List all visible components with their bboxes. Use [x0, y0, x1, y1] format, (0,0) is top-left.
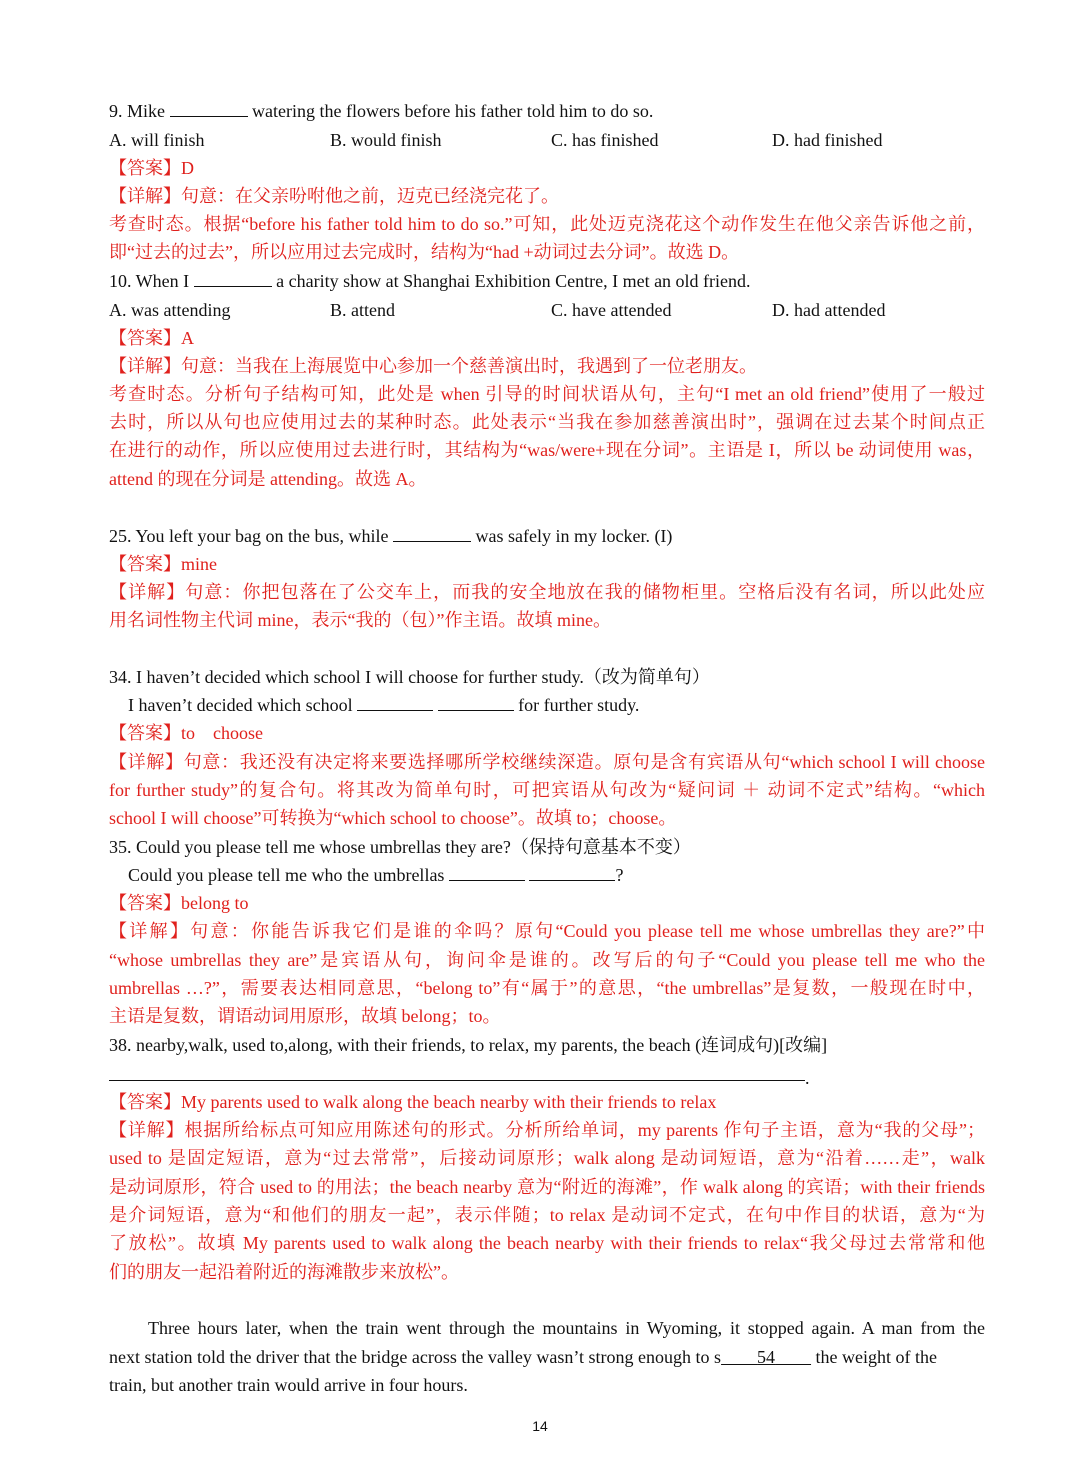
q38-detail-1: 【详解】根据所给标点可知应用陈述句的形式。分析所给单词，my parents 作句子主语，意为“我的父母”；	[109, 1120, 985, 1140]
q9-detail-2: 考查时态。根据“before his father told him to do so.”可知，此处迈克浇花这个动作发生在他父亲告诉他之前，	[109, 214, 985, 234]
q9-blank	[170, 100, 248, 117]
passage-line-3: train, but another train would arrive in four hours.	[109, 1375, 468, 1395]
q38-detail-2: used to 是固定短语，意为“过去常常”，后接动词原形；walk along 是动词短语，意为“沿着……走”，walk	[109, 1148, 985, 1168]
q9-answer: 【答案】D	[109, 158, 194, 178]
passage-line-1: Three hours later, when the train went through the mountains in Wyoming, it stopped again. A man from the	[148, 1318, 985, 1338]
q34-answer: 【答案】to choose	[109, 723, 263, 743]
q25-stem	[109, 524, 672, 548]
q10-stem	[109, 269, 751, 293]
q9-option-c: C. has finished	[551, 130, 659, 150]
q38-detail-6: 们的朋友一起沿着附近的海滩散步来放松”。	[109, 1262, 459, 1282]
q38-detail-3: 是动词原形，符合 used to 的用法；the beach nearby 意为“附近的海滩”，作 walk along 的宾语；with their friends	[109, 1177, 985, 1197]
q38-line-period: .	[805, 1068, 810, 1088]
q35-blank-2	[529, 864, 615, 881]
q38-stem: 38. nearby,walk, used to,along, with their friends, to relax, my parents, the beach (连词成句)[改编]	[109, 1035, 828, 1055]
q35-detail-3: umbrellas …?”，需要表达相同意思，“belong to”有“属于”的意思，“the umbrellas”是复数，一般现在时中，	[109, 978, 985, 998]
q25-detail-1: 【详解】句意：你把包落在了公交车上，而我的安全地放在我的储物柜里。空格后没有名词，所以此处应	[109, 582, 985, 602]
q34-detail-3: school I will choose”可转换为“which school to choose”。故填 to；choose。	[109, 808, 677, 828]
q25-stem-end: was safely in my locker. (I)	[475, 526, 673, 546]
q10-stem-end: a charity show at Shanghai Exhibition Centre, I met an old friend.	[276, 271, 751, 291]
passage-line-2-start: next station told the driver that the bridge across the valley wasn’t strong enough to s	[109, 1347, 722, 1367]
q25-blank	[393, 525, 471, 542]
q9-detail-3: 即“过去的过去”，所以应用过去完成时，结构为“had +动词过去分词”。故选 D。	[109, 242, 740, 262]
q10-detail-5: attend 的现在分词是 attending。故选 A。	[109, 469, 427, 489]
q10-detail-3: 去时，所以从句也应使用过去的某种时态。此处表示“当我在参加慈善演出时”，强调在过去某个时间点正	[109, 412, 985, 432]
q10-detail-2: 考查时态。分析句子结构可知，此处是 when 引导的时间状语从句，主句“I met an old friend”使用了一般过	[109, 384, 985, 404]
q25-answer: 【答案】mine	[109, 554, 217, 574]
q34-stem: 34. I haven’t decided which school I will choose for further study.（改为简单句）	[109, 667, 710, 687]
q9-option-b: B. would finish	[330, 130, 442, 150]
q35-detail-4: 主语是复数，谓语动词用原形，故填 belong；to。	[109, 1006, 501, 1026]
q35-blank-1	[449, 864, 525, 881]
q10-stem-start: 10. When I	[109, 271, 190, 291]
q10-detail-4: 在进行的动作，所以应使用过去进行时，其结构为“was/were+现在分词”。主语是 I，所以 be 动词使用 was，	[109, 440, 985, 460]
q10-option-d: D. had attended	[772, 300, 886, 320]
q10-option-b: B. attend	[330, 300, 395, 320]
q38-answer: 【答案】My parents used to walk along the beach nearby with their friends to relax	[109, 1092, 717, 1112]
page-number: 14	[532, 1418, 548, 1434]
q35-rewrite	[128, 863, 623, 887]
q38-detail-5: 了放松”。故填 My parents used to walk along the beach nearby with their friends to relax“我父母过去常常和他	[109, 1233, 985, 1253]
q10-blank	[194, 270, 272, 287]
q34-detail-2: for further study”的复合句。将其改为简单句时，可把宾语从句改为“疑问词 ＋ 动词不定式”结构。“which	[109, 780, 985, 800]
q10-answer: 【答案】A	[109, 328, 194, 348]
passage-blank-54	[721, 1347, 811, 1367]
q35-detail-1: 【详解】句意：你能告诉我它们是谁的伞吗？原句“Could you please tell me whose umbrellas they are?”中	[109, 921, 985, 941]
q34-blank-2	[438, 694, 514, 711]
q34-detail-1: 【详解】句意：我还没有决定将来要选择哪所学校继续深造。原句是含有宾语从句“which school I will choose	[109, 752, 985, 772]
q35-rewrite-end: ?	[615, 865, 624, 885]
q38-detail-4: 是介词短语，意为“和他们的朋友一起”，表示伴随；to relax 是动词不定式，在句中作目的状语，意为“为	[109, 1205, 985, 1225]
q9-option-a: A. will finish	[109, 130, 205, 150]
q9-detail-1: 【详解】句意：在父亲吩咐他之前，迈克已经浇完花了。	[109, 186, 559, 206]
q10-option-c: C. have attended	[551, 300, 672, 320]
q35-answer: 【答案】belong to	[109, 893, 249, 913]
q35-stem: 35. Could you please tell me whose umbrellas they are?（保持句意基本不变）	[109, 837, 691, 857]
q25-detail-2: 用名词性物主代词 mine，表示“我的（包）”作主语。故填 mine。	[109, 610, 611, 630]
q9-stem-start: 9. Mike	[109, 101, 165, 121]
q34-blank-1	[357, 694, 433, 711]
q10-detail-1: 【详解】句意：当我在上海展览中心参加一个慈善演出时，我遇到了一位老朋友。	[109, 356, 757, 376]
passage-line-2-end: the weight of the	[815, 1347, 938, 1367]
q34-rewrite	[128, 693, 639, 717]
q35-detail-2: “whose umbrellas they are”是宾语从句，询问伞是谁的。改写后的句子“Could you please tell me who the	[109, 950, 985, 970]
q9-stem-end: watering the flowers before his father told him to do so.	[252, 101, 654, 121]
q35-rewrite-start: Could you please tell me who the umbrellas	[128, 865, 445, 885]
q10-option-a: A. was attending	[109, 300, 231, 320]
q25-stem-start: 25. You left your bag on the bus, while	[109, 526, 389, 546]
q38-answer-line	[109, 1080, 805, 1081]
q34-rewrite-end: for further study.	[518, 695, 640, 715]
passage-blank-number: 54	[757, 1347, 776, 1367]
q9-option-d: D. had finished	[772, 130, 883, 150]
passage-line-2	[109, 1345, 937, 1369]
q9-stem	[109, 99, 653, 123]
q34-rewrite-start: I haven’t decided which school	[128, 695, 353, 715]
